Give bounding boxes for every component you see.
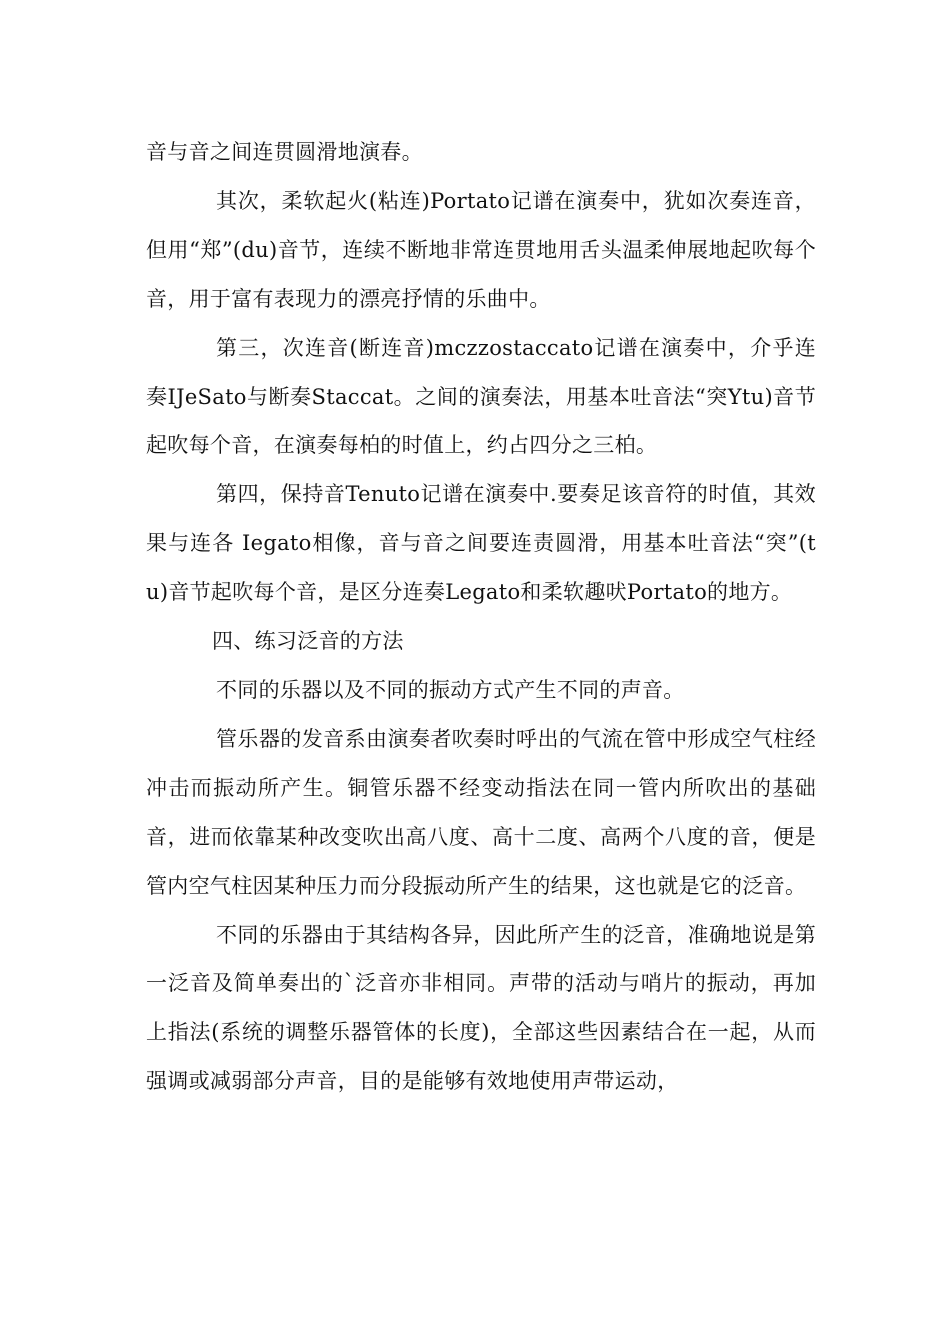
paragraph-1: 音与音之间连贯圆滑地演春。	[146, 140, 423, 164]
paragraph-4: 第四，保持音Tenuto记谱在演奏中.要奏足该音符的时值，其效果与连各 Iegato相像，音与音之间要连责圆滑，用基本吐音法“突”(tu)音节起吹每个音，是区分连奏Legato和柔软趣吠Portato的地方。	[146, 482, 816, 605]
document-body	[146, 128, 816, 1106]
paragraph-8: 不同的乐器由于其结构各异，因此所产生的泛音，准确地说是第一泛音及简单奏出的`泛音亦非相同。声带的活动与哨片的振动，再加上指法(系统的调整乐器管体的长度)，全部这些因素结合在一起，从而强调或减弱部分声音，目的是能够有效地使用声带运动，	[146, 922, 816, 1094]
paragraph-7: 管乐器的发音系由演奏者吹奏时呼出的气流在管中形成空气柱经冲击而振动所产生。铜管乐器不经变动指法在同一管内所吹出的基础音，进而依靠某种改变吹出高八度、高十二度、高两个八度的音，便是管内空气柱因某种压力而分段振动所产生的结果，这也就是它的泛音。	[146, 726, 816, 898]
paragraph-2: 其次，柔软起火(粘连)Portato记谱在演奏中，犹如次奏连音，但用“郑”(du)音节，连续不断地非常连贯地用舌头温柔伸展地起吹每个音，用于富有表现力的漂亮抒情的乐曲中。	[146, 188, 816, 311]
paragraph-3: 第三，次连音(断连音)mczzostaccato记谱在演奏中，介乎连奏IJeSato与断奏Staccat。之间的演奏法，用基本吐音法“突Ytu)音节起吹每个音，在演奏每柏的时值上，约占四分之三柏。	[146, 335, 816, 458]
section-heading: 四、练习泛音的方法	[212, 629, 404, 654]
paragraph-6: 不同的乐器以及不同的振动方式产生不同的声音。	[216, 677, 685, 702]
